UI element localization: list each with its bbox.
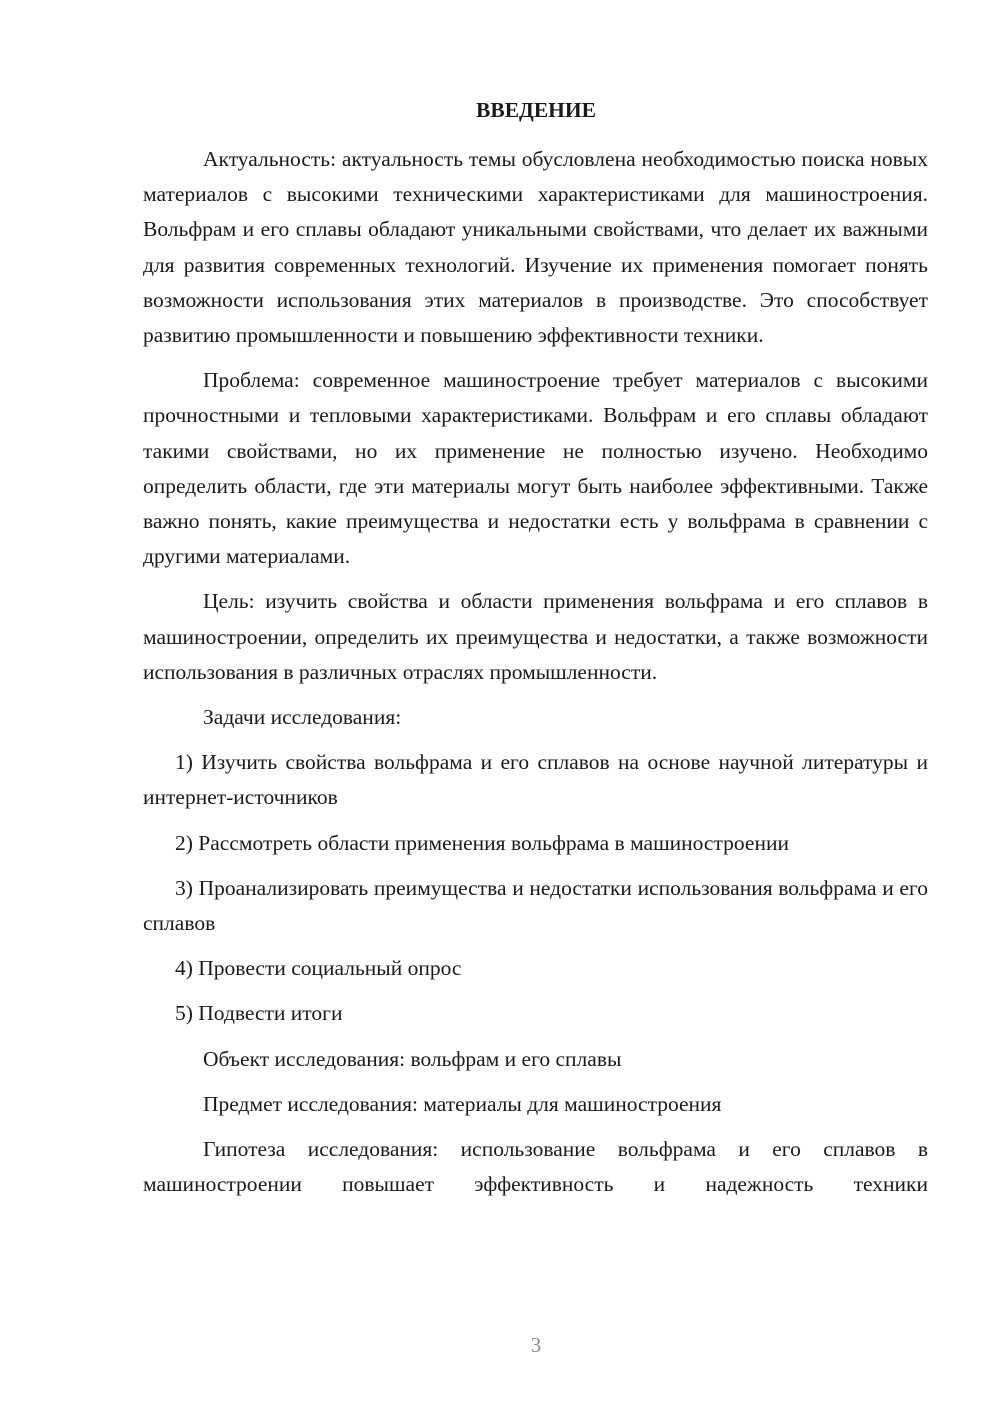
paragraph-problem: Проблема: современное машиностроение требует материалов с высокими прочностными и тепловыми характеристиками. Вольфрам и его сплавы обладают такими свойствами, но их применение не полностью изучено. Необходимо определить области, где эти материалы могут быть наиболее эффективными. Также важно понять, какие преимущества и недостатки есть у вольфрама в сравнении с другими материалами. xyxy=(143,368,928,569)
paragraph-relevance: Актуальность: актуальность темы обусловлена необходимостью поиска новых материалов с высокими техническими характеристиками для машиностроения. Вольфрам и его сплавы обладают уникальными свойствами, что делает их важными для развития современных технологий. Изучение их применения помогает понять возможности использования этих материалов в производстве. Это способствует развитию промышленности и повышению эффективности техники. xyxy=(143,147,928,348)
tasks-title: Задачи исследования: xyxy=(203,705,402,730)
paragraph-subject: Предмет исследования: материалы для машиностроения xyxy=(203,1091,722,1116)
task-item: 2) Рассмотреть области применения вольфрама в машиностроении xyxy=(175,830,789,855)
paragraph-goal: Цель: изучить свойства и области применения вольфрама и его сплавов в машиностроении, определить их преимущества и недостатки, а также возможности использования в различных отраслях промышленности. xyxy=(143,589,928,684)
task-item: 3) Проанализировать преимущества и недостатки использования вольфрама и его сплавов xyxy=(143,875,928,936)
paragraph-hypothesis: Гипотеза исследования: использование вольфрама и его сплавов в машиностроении повышает эффективность и надежность техники xyxy=(143,1137,928,1197)
section-heading: ВВЕДЕНИЕ xyxy=(476,98,596,122)
paragraph-object: Объект исследования: вольфрам и его сплавы xyxy=(203,1046,622,1071)
page-number: 3 xyxy=(530,1333,542,1357)
body-text xyxy=(143,142,928,1202)
task-item: 4) Провести социальный опрос xyxy=(175,956,462,981)
task-item: 1) Изучить свойства вольфрама и его сплавов на основе научной литературы и интернет-источников xyxy=(143,750,928,810)
task-item: 5) Подвести итоги xyxy=(175,1001,343,1026)
